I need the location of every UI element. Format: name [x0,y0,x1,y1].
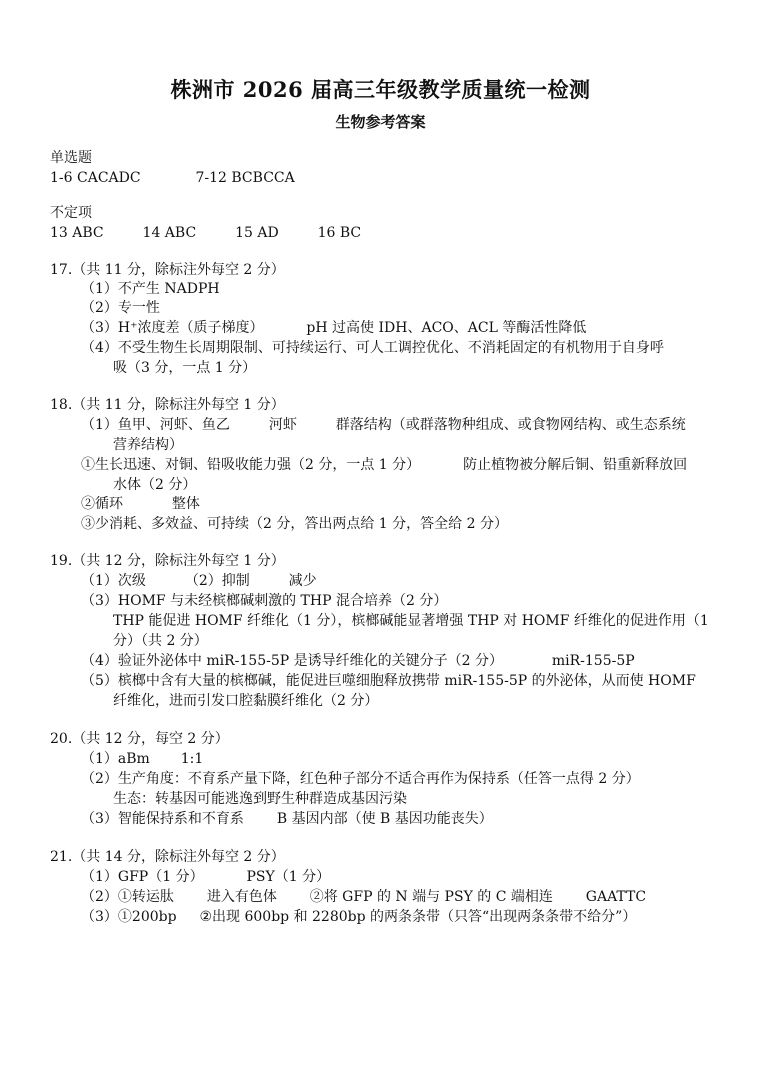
multi-choice-answers [50,223,361,243]
q19-answer-3-cont: THP 能促进 HOMF 纤维化（1 分），槟榔碱能显著增强 THP 对 HOMF 纤维化的促进作用（1 [113,613,709,629]
q20-answer-1b: 1:1 [180,751,204,767]
q19-answer-5-cont: 纤维化，进而引发口腔黏膜纤维化（2 分） [113,693,379,709]
q21-answer-1 [81,867,330,887]
q17-answer-4: （4）不受生物生长周期限制、可持续运行、可人工调控优化、不消耗固定的有机物用于自身呼 [81,340,664,356]
q19-answer-4 [81,651,635,671]
q19-answer-1c: 减少 [288,573,317,589]
q18-answer-1b: 河虾 [268,417,297,433]
q18-answer-4: ③少消耗、多效益、可持续（2 分，答出两点给 1 分，答全给 2 分） [81,516,508,532]
q19-answer-1a: （1）次级 [81,573,146,589]
q19-answer-1 [81,571,317,591]
q21-answer-1b: PSY（1 分） [246,869,331,885]
q20-answer-3a: （3）智能保持系和不育系 [81,811,244,827]
q18-answer-3a: ②循环 [81,496,123,512]
single-choice-answers-1-6: 1-6 CACADC [50,170,141,186]
q21-answer-2b: 进入有色体 [206,889,277,905]
single-choice-answers [50,168,295,188]
page-subtitle: 生物参考答案 [335,113,426,131]
q19-answer-4b: miR-155-5P [551,653,635,669]
q21-answer-2a: （2）①转运肽 [81,889,174,905]
q19-answer-5: （5）槟榔中含有大量的槟榔碱，能促进巨噬细胞释放携带 miR-155-5P 的外泌体，从而使 HOMF [81,673,696,689]
q20-answer-3b: B 基因内部（使 B 基因功能丧失） [276,811,493,827]
multi-answer-16: 16 BC [317,225,362,241]
multi-answer-14: 14 ABC [142,225,197,241]
q21-answer-1a: （1）GFP（1 分） [81,869,204,885]
q21-heading: 21.（共 14 分，除标注外每空 2 分） [50,849,285,865]
q17-answer-3a: （3）H⁺浓度差（质子梯度） [81,320,264,336]
q18-answer-2a: ①生长迅速、对铜、铅吸收能力强（2 分，一点 1 分） [81,457,421,473]
q21-answer-3 [81,907,636,927]
single-choice-answers-7-12: 7-12 BCBCCA [195,170,295,186]
multi-answer-13: 13 ABC [50,225,104,241]
q19-answer-3-cont2: 分）（共 2 分） [113,633,208,649]
q21-answer-2d: GAATTC [585,889,647,905]
q18-answer-2-cont: 水体（2 分） [113,477,197,493]
page-title: 株洲市 2026 届高三年级教学质量统一检测 [170,77,591,102]
multi-choice-heading: 不定项 [50,205,92,221]
q21-answer-3b: ②出现 600bp 和 2280bp 的两条条带（只答“出现两条条带不给分”） [199,909,637,925]
q17-answer-4-cont: 吸（3 分，一点 1 分） [113,360,257,376]
q20-heading: 20.（共 12 分，每空 2 分） [50,731,229,747]
q19-answer-4a: （4）验证外泌体中 miR-155-5P 是诱导纤维化的关键分子（2 分） [81,653,503,669]
multi-answer-15: 15 AD [235,225,279,241]
q18-answer-2b: 防止植物被分解后铜、铅重新释放回 [463,457,688,473]
q18-answer-2 [81,455,687,475]
q20-answer-3 [81,809,493,829]
q20-answer-2: （2）生产角度：不育系产量下降，红色种子部分不适合再作为保持系（任答一点得 2 分） [81,771,640,787]
q17-heading: 17.（共 11 分，除标注外每空 2 分） [50,262,285,278]
q18-answer-1 [81,415,686,435]
q18-answer-1-cont: 营养结构） [113,437,183,453]
q19-heading: 19.（共 12 分，除标注外每空 1 分） [50,553,285,569]
q18-answer-3b: 整体 [171,496,200,512]
q21-answer-2 [81,887,646,907]
q17-answer-2: （2）专一性 [81,300,160,316]
q17-answer-1: （1）不产生 NADPH [81,281,220,297]
q20-answer-1 [81,749,203,769]
q20-answer-1a: （1）aBm [81,751,150,767]
q19-answer-1b: （2）抑制 [184,573,250,589]
q18-answer-3 [81,494,200,514]
q18-answer-1c: 群落结构（或群落物种组成、或食物网结构、或生态系统 [335,417,686,433]
q17-answer-3 [81,318,586,338]
single-choice-heading: 单选题 [50,150,92,166]
q18-heading: 18.（共 11 分，除标注外每空 1 分） [50,397,285,413]
q21-answer-3a: （3）①200bp [81,909,177,925]
q18-answer-1a: （1）鱼甲、河虾、鱼乙 [81,417,230,433]
q19-answer-3: （3）HOMF 与未经槟榔碱刺激的 THP 混合培养（2 分） [81,593,448,609]
q17-answer-3b: pH 过高使 IDH、ACO、ACL 等酶活性降低 [306,320,587,336]
q20-answer-2-cont: 生态：转基因可能逃逸到野生种群造成基因污染 [113,791,407,807]
q21-answer-2c: ②将 GFP 的 N 端与 PSY 的 C 端相连 [309,889,553,905]
